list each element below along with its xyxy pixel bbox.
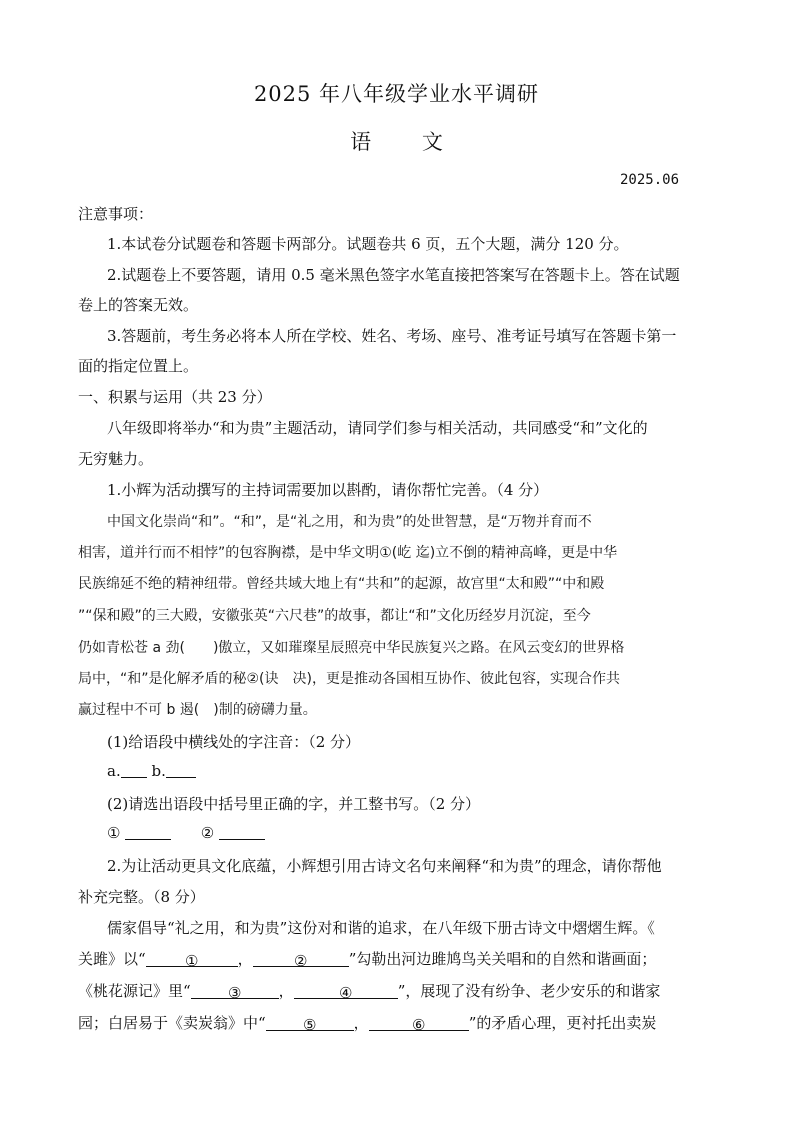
passage-line: 中国文化崇尚“和”。“和”，是“礼之用，和为贵”的处世智慧，是“万物并育而不 bbox=[107, 514, 592, 530]
notice-item-2: 2.试题卷上不要答题，请用 0.5 毫米黑色签字水笔直接把答案写在答题卡上。答在试题 bbox=[107, 266, 680, 284]
exam-date: 2025.06 bbox=[620, 172, 680, 188]
notice-item-2-cont: 卷上的答案无效。 bbox=[78, 296, 199, 314]
fill-text: ， bbox=[237, 950, 253, 968]
fill-text: ， bbox=[353, 1014, 369, 1032]
answer-label-a: a. bbox=[107, 762, 121, 780]
fill-text: ， bbox=[278, 982, 294, 1000]
fill-text: 《桃花源记》里“ bbox=[78, 982, 191, 1000]
poem-blank-2[interactable]: ② bbox=[253, 952, 349, 967]
fill-text-line bbox=[78, 980, 718, 1001]
answer-blank-2[interactable] bbox=[219, 825, 265, 840]
passage-line: ”“保和殿”的三大殿，安徽张英“六尺巷”的故事，都让“和”文化历经岁月沉淀，至今 bbox=[78, 608, 591, 624]
passage-line: 仍如青松苍 a 劲( )傲立，又如璀璨星辰照亮中华民族复兴之路。在风云变幻的世界格 bbox=[78, 640, 625, 656]
question-2-cont: 补充完整。（8 分） bbox=[78, 888, 205, 906]
question-1-2: (2)请选出语段中括号里正确的字，并工整书写。（2 分） bbox=[107, 795, 481, 813]
notice-item-1: 1.本试卷分试题卷和答题卡两部分。试题卷共 6 页，五个大题，满分 120 分。 bbox=[107, 235, 629, 253]
poem-blank-5[interactable]: ⑤ bbox=[266, 1016, 354, 1031]
fill-text: 关雎》以“ bbox=[78, 950, 146, 968]
section-intro: 八年级即将举办“和为贵”主题活动，请同学们参与相关活动，共同感受“和”文化的 bbox=[107, 419, 648, 437]
question-1: 1.小辉为活动撰写的主持词需要加以斟酌，请你帮忙完善。（4 分） bbox=[107, 481, 549, 499]
notice-item-3-cont: 面的指定位置上。 bbox=[78, 357, 199, 375]
passage-line: 民族绵延不绝的精神纽带。曾经共域大地上有“共和”的起源，故宫里“太和殿”“中和殿 bbox=[78, 576, 605, 592]
poem-blank-3[interactable]: ③ bbox=[191, 984, 279, 999]
passage-line: 局中，“和”是化解矛盾的秘②(诀 决)，更是推动各国相互协作、彼此包容，实现合作共 bbox=[78, 671, 620, 687]
answer-label-b: b. bbox=[151, 762, 166, 780]
subject-title: 语 文 bbox=[350, 130, 465, 154]
notice-item-3: 3.答题前，考生务必将本人所在学校、姓名、考场、座号、准考证号填写在答题卡第一 bbox=[107, 327, 677, 345]
answer-label-2: ② bbox=[200, 824, 215, 842]
answer-blank-1[interactable] bbox=[125, 825, 171, 840]
passage-line: 赢过程中不可 b 遏( )制的磅礴力量。 bbox=[78, 702, 317, 718]
poem-blank-1[interactable]: ① bbox=[146, 952, 238, 967]
fill-text-line bbox=[78, 948, 718, 969]
notice-heading: 注意事项： bbox=[78, 205, 154, 223]
fill-text: ”，展现了没有纷争、老少安乐的和谐家 bbox=[397, 982, 661, 1000]
poem-blank-6[interactable]: ⑥ bbox=[369, 1016, 469, 1031]
answer-label-1: ① bbox=[107, 824, 121, 842]
answer-row-chars bbox=[107, 824, 718, 842]
section-heading: 一、积累与运用（共 23 分） bbox=[78, 388, 272, 406]
fill-text-line: 儒家倡导“礼之用，和为贵”这份对和谐的追求，在八年级下册古诗文中熠熠生辉。《 bbox=[107, 919, 655, 937]
answer-blank-b[interactable] bbox=[166, 763, 196, 778]
fill-text: 园；白居易于《卖炭翁》中“ bbox=[78, 1014, 266, 1032]
fill-text-line bbox=[78, 1012, 718, 1033]
fill-text: ”的矛盾心理，更衬托出卖炭 bbox=[468, 1014, 657, 1032]
exam-title: 2025 年八年级学业水平调研 bbox=[253, 82, 540, 106]
answer-row-pinyin bbox=[107, 762, 718, 780]
question-1-1: (1)给语段中横线处的字注音：（2 分） bbox=[107, 733, 361, 751]
section-intro-cont: 无穷魅力。 bbox=[78, 450, 154, 468]
question-2: 2.为让活动更具文化底蕴，小辉想引用古诗文名句来阐释“和为贵”的理念，请你帮他 bbox=[107, 857, 662, 875]
fill-text: ”勾勒出河边雎鸠鸟关关唱和的自然和谐画面； bbox=[348, 950, 657, 968]
answer-blank-a[interactable] bbox=[121, 763, 147, 778]
passage-line: 相害，道并行而不相悖”的包容胸襟，是中华文明①(屹 迄)立不倒的精神高峰，更是中华 bbox=[78, 545, 618, 561]
poem-blank-4[interactable]: ④ bbox=[294, 984, 398, 999]
